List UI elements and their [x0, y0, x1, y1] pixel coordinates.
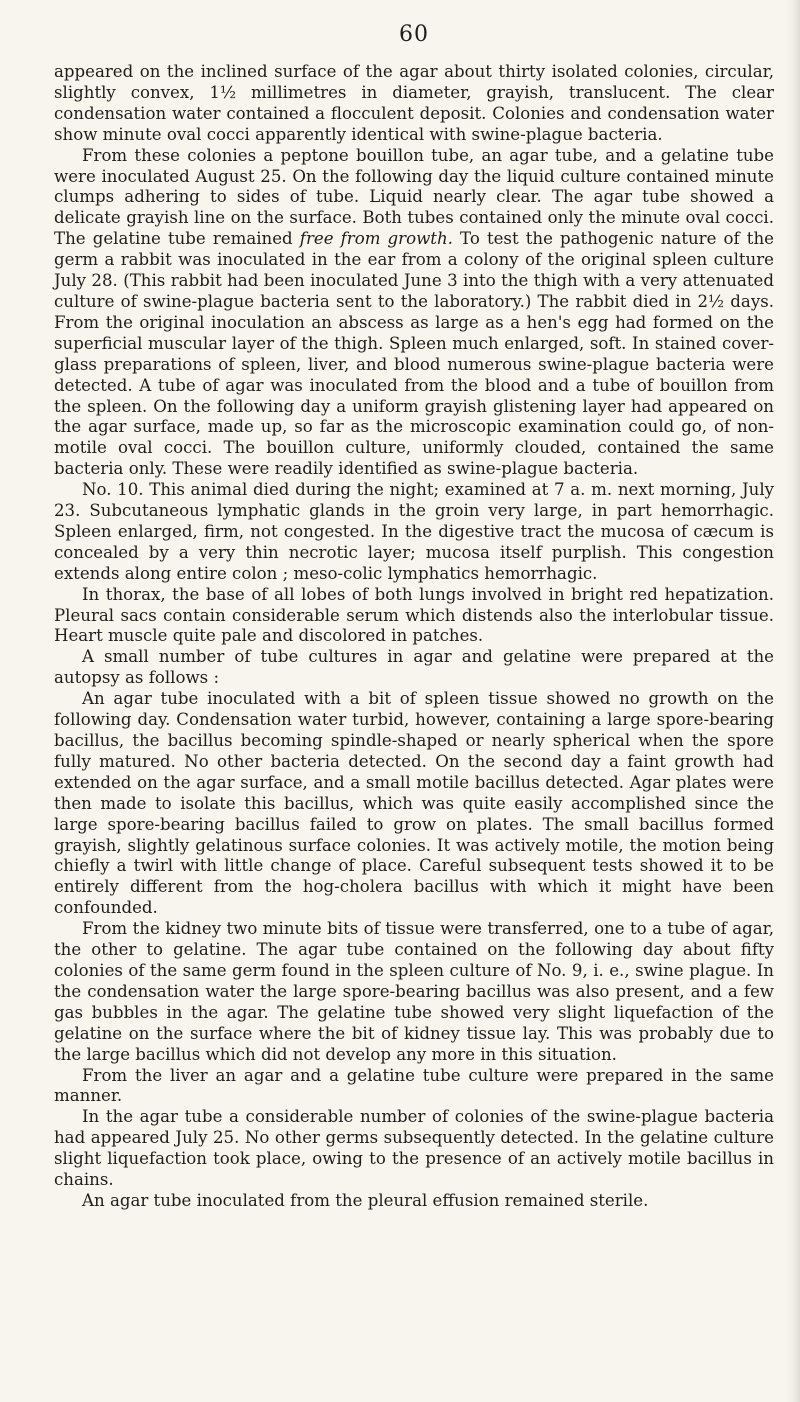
page-number: 60	[399, 22, 429, 47]
paragraph-pleural-effusion: An agar tube inoculated from the pleural effusion remained sterile.	[82, 1190, 649, 1210]
emphasis-free-from-growth: free from growth.	[299, 229, 453, 249]
scan-edge-shadow	[786, 0, 800, 1402]
paragraph-tube-cultures: A small number of tube cultures in agar and gelatine were prepared at the autopsy as follows :	[54, 647, 774, 688]
paragraph-text: To test the pathogenic nature of the germ a rabbit was inoculated in the ear from a colony of the original spleen culture July 28. (This rabbit had been inoculated June 3 into the thigh with a very attenuated culture of swine-plague bacteria sent to the laboratory.) The rabbit died in 2½ days. From the original inoculation an abscess as large as a hen's egg had formed on the superficial muscular layer of the thigh. Spleen much enlarged, soft. In stained cover-glass preparations of spleen, liver, and blood numerous swine-plague bacteria were detected. A tube of agar was inoculated from the blood and a tube of bouillon from the spleen. On the following day a uniform grayish glistening layer had appeared on the agar surface, made up, so far as the microscopic examination could go, of non-motile oval cocci. The bouillon culture, uniformly clouded, contained the same bacteria only. These were readily identified as swine-plague bacteria.	[54, 229, 774, 479]
paragraph-thorax: In thorax, the base of all lobes of both lungs involved in bright red hepatization. Pleural sacs contain considerable serum which distends also the interlobular tissue. Heart muscle quite pale and discolored in patches.	[54, 584, 774, 646]
paragraph-colonies-inoculation	[54, 146, 774, 481]
paragraph-case-no-10: No. 10. This animal died during the night; examined at 7 a. m. next morning, July 23. Subcutaneous lymphatic glands in the groin very large, in part hemorrhagic. Spleen enlarged, firm, not congested. In the digestive tract the mucosa of cæcum is concealed by a very thin necrotic layer; mucosa itself purplish. This congestion extends along entire colon ; meso-colic lymphatics hemorrhagic.	[54, 480, 774, 583]
paragraph-agar-colonies: In the agar tube a considerable number of colonies of the swine-plague bacteria had appeared July 25. No other germs subsequently detected. In the gelatine culture slight liquefaction took place, owing to the presence of an actively motile bacillus in chains.	[54, 1107, 774, 1190]
paragraph-continuation: appeared on the inclined surface of the agar about thirty isolated colonies, circular, slightly convex, 1½ millimetres in diameter, grayish, translucent. The clear condensation water contained a flocculent deposit. Colonies and condensation water show minute oval cocci apparently identical with swine-plague bacteria.	[54, 62, 774, 144]
paragraph-spleen-agar-tube: An agar tube inoculated with a bit of spleen tissue showed no growth on the following day. Condensation water turbid, however, containing a large spore-bearing bacillus, the bacillus becoming spindle-shaped or nearly spherical when the spore fully matured. No other bacteria detected. On the second day a faint growth had extended on the agar surface, and a small motile bacillus detected. Agar plates were then made to isolate this bacillus, which was quite easily accomplished since the large spore-bearing bacillus failed to grow on plates. The small bacillus formed grayish, slightly gelatinous surface colonies. It was actively motile, the motion being chiefly a twirl with little change of place. Careful subsequent tests showed it to be entirely different from the hog-cholera bacillus with which it might have been confounded.	[54, 689, 774, 918]
paragraph-text: From these colonies a peptone bouillon tube, an agar tube, and a gelatine tube were inoculated August 25. On the following day the liquid culture contained minute clumps adhering to sides of tube. Liquid nearly clear. The agar tube showed a delicate grayish line on the surface. Both tubes contained only the minute oval cocci. The gelatine tube remained	[54, 145, 774, 249]
paragraph-kidney: From the kidney two minute bits of tissue were transferred, one to a tube of agar, the other to gelatine. The agar tube contained on the following day about fifty colonies of the same germ found in the spleen culture of No. 9, i. e., swine plague. In the condensation water the large spore-bearing bacillus was also present, and a few gas bubbles in the agar. The gelatine tube showed very slight liquefaction of the gelatine on the surface where the bit of kidney tissue lay. This was probably due to the large bacillus which did not develop any more in this situation.	[54, 919, 774, 1064]
paragraph-liver: From the liver an agar and a gelatine tube culture were prepared in the same manner.	[54, 1065, 774, 1106]
